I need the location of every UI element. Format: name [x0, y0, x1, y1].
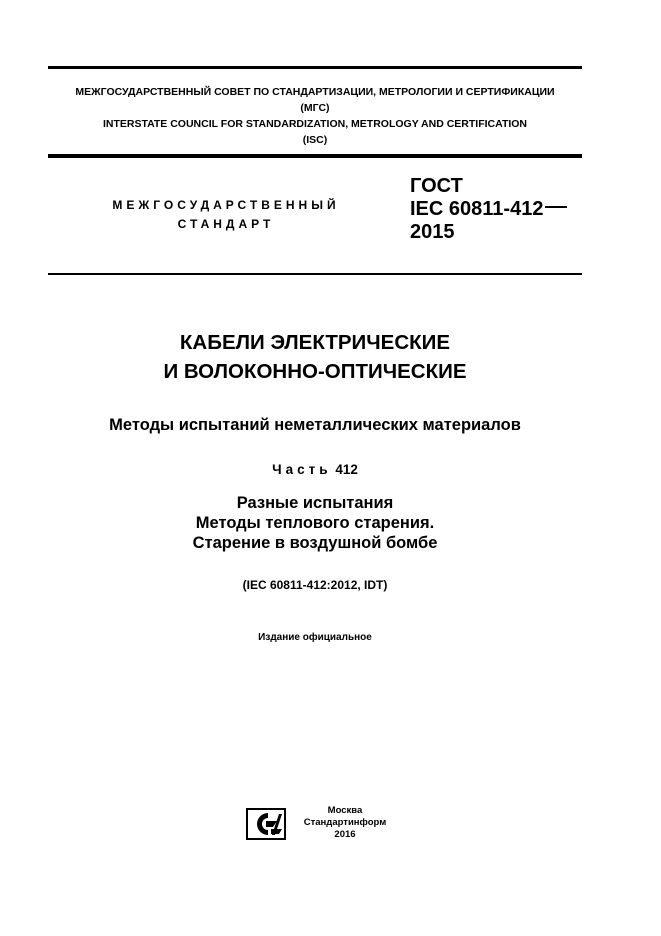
standard-kind-line2: СТАНДАРТ [177, 217, 275, 231]
iec-reference: (IEC 60811-412:2012, IDT) [242, 578, 388, 592]
part-title-line1: Разные испытания [236, 494, 394, 512]
standard-designation [410, 175, 567, 244]
part-word: Часть [272, 462, 332, 477]
publisher-year: 2016 [334, 829, 356, 840]
title-line1: КАБЕЛИ ЭЛЕКТРИЧЕСКИЕ [179, 331, 451, 354]
designation-prefix: ГОСТ [410, 175, 463, 197]
part-title [48, 493, 582, 553]
council-abbr-en: (ISC) [302, 134, 328, 146]
top-divider [48, 66, 582, 69]
title-line2: И ВОЛОКОННО-ОПТИЧЕСКИЕ [163, 360, 467, 383]
designation-number-line [410, 198, 567, 221]
part-heading [48, 462, 582, 477]
designation-number: IEC 60811-412 [410, 198, 544, 220]
council-abbr-ru: (МГС) [300, 102, 330, 114]
publisher-block [300, 805, 390, 841]
publisher-name: Стандартинформ [303, 817, 387, 828]
document-subtitle: Методы испытаний неметаллических материалов [109, 416, 521, 434]
designation-year: 2015 [410, 221, 455, 243]
part-number: 412 [335, 462, 358, 477]
lower-divider [48, 273, 582, 275]
council-name-en: INTERSTATE COUNCIL FOR STANDARDIZATION, METROLOGY AND CERTIFICATION [102, 118, 528, 130]
part-title-line3: Старение в воздушной бомбе [192, 534, 438, 552]
standard-kind [96, 196, 356, 234]
council-header [48, 84, 582, 148]
designation-dash [545, 206, 567, 208]
document-title [48, 328, 582, 386]
middle-divider [48, 154, 582, 158]
edition-note: Издание официальное [258, 632, 372, 643]
standartinform-logo-icon [246, 808, 286, 840]
council-name-ru: МЕЖГОСУДАРСТВЕННЫЙ СОВЕТ ПО СТАНДАРТИЗАЦИИ, МЕТРОЛОГИИ И СЕРТИФИКАЦИИ [75, 86, 555, 98]
publisher-city: Москва [327, 805, 363, 816]
standard-kind-line1: МЕЖГОСУДАРСТВЕННЫЙ [112, 198, 340, 212]
part-title-line2: Методы теплового старения. [195, 514, 435, 532]
